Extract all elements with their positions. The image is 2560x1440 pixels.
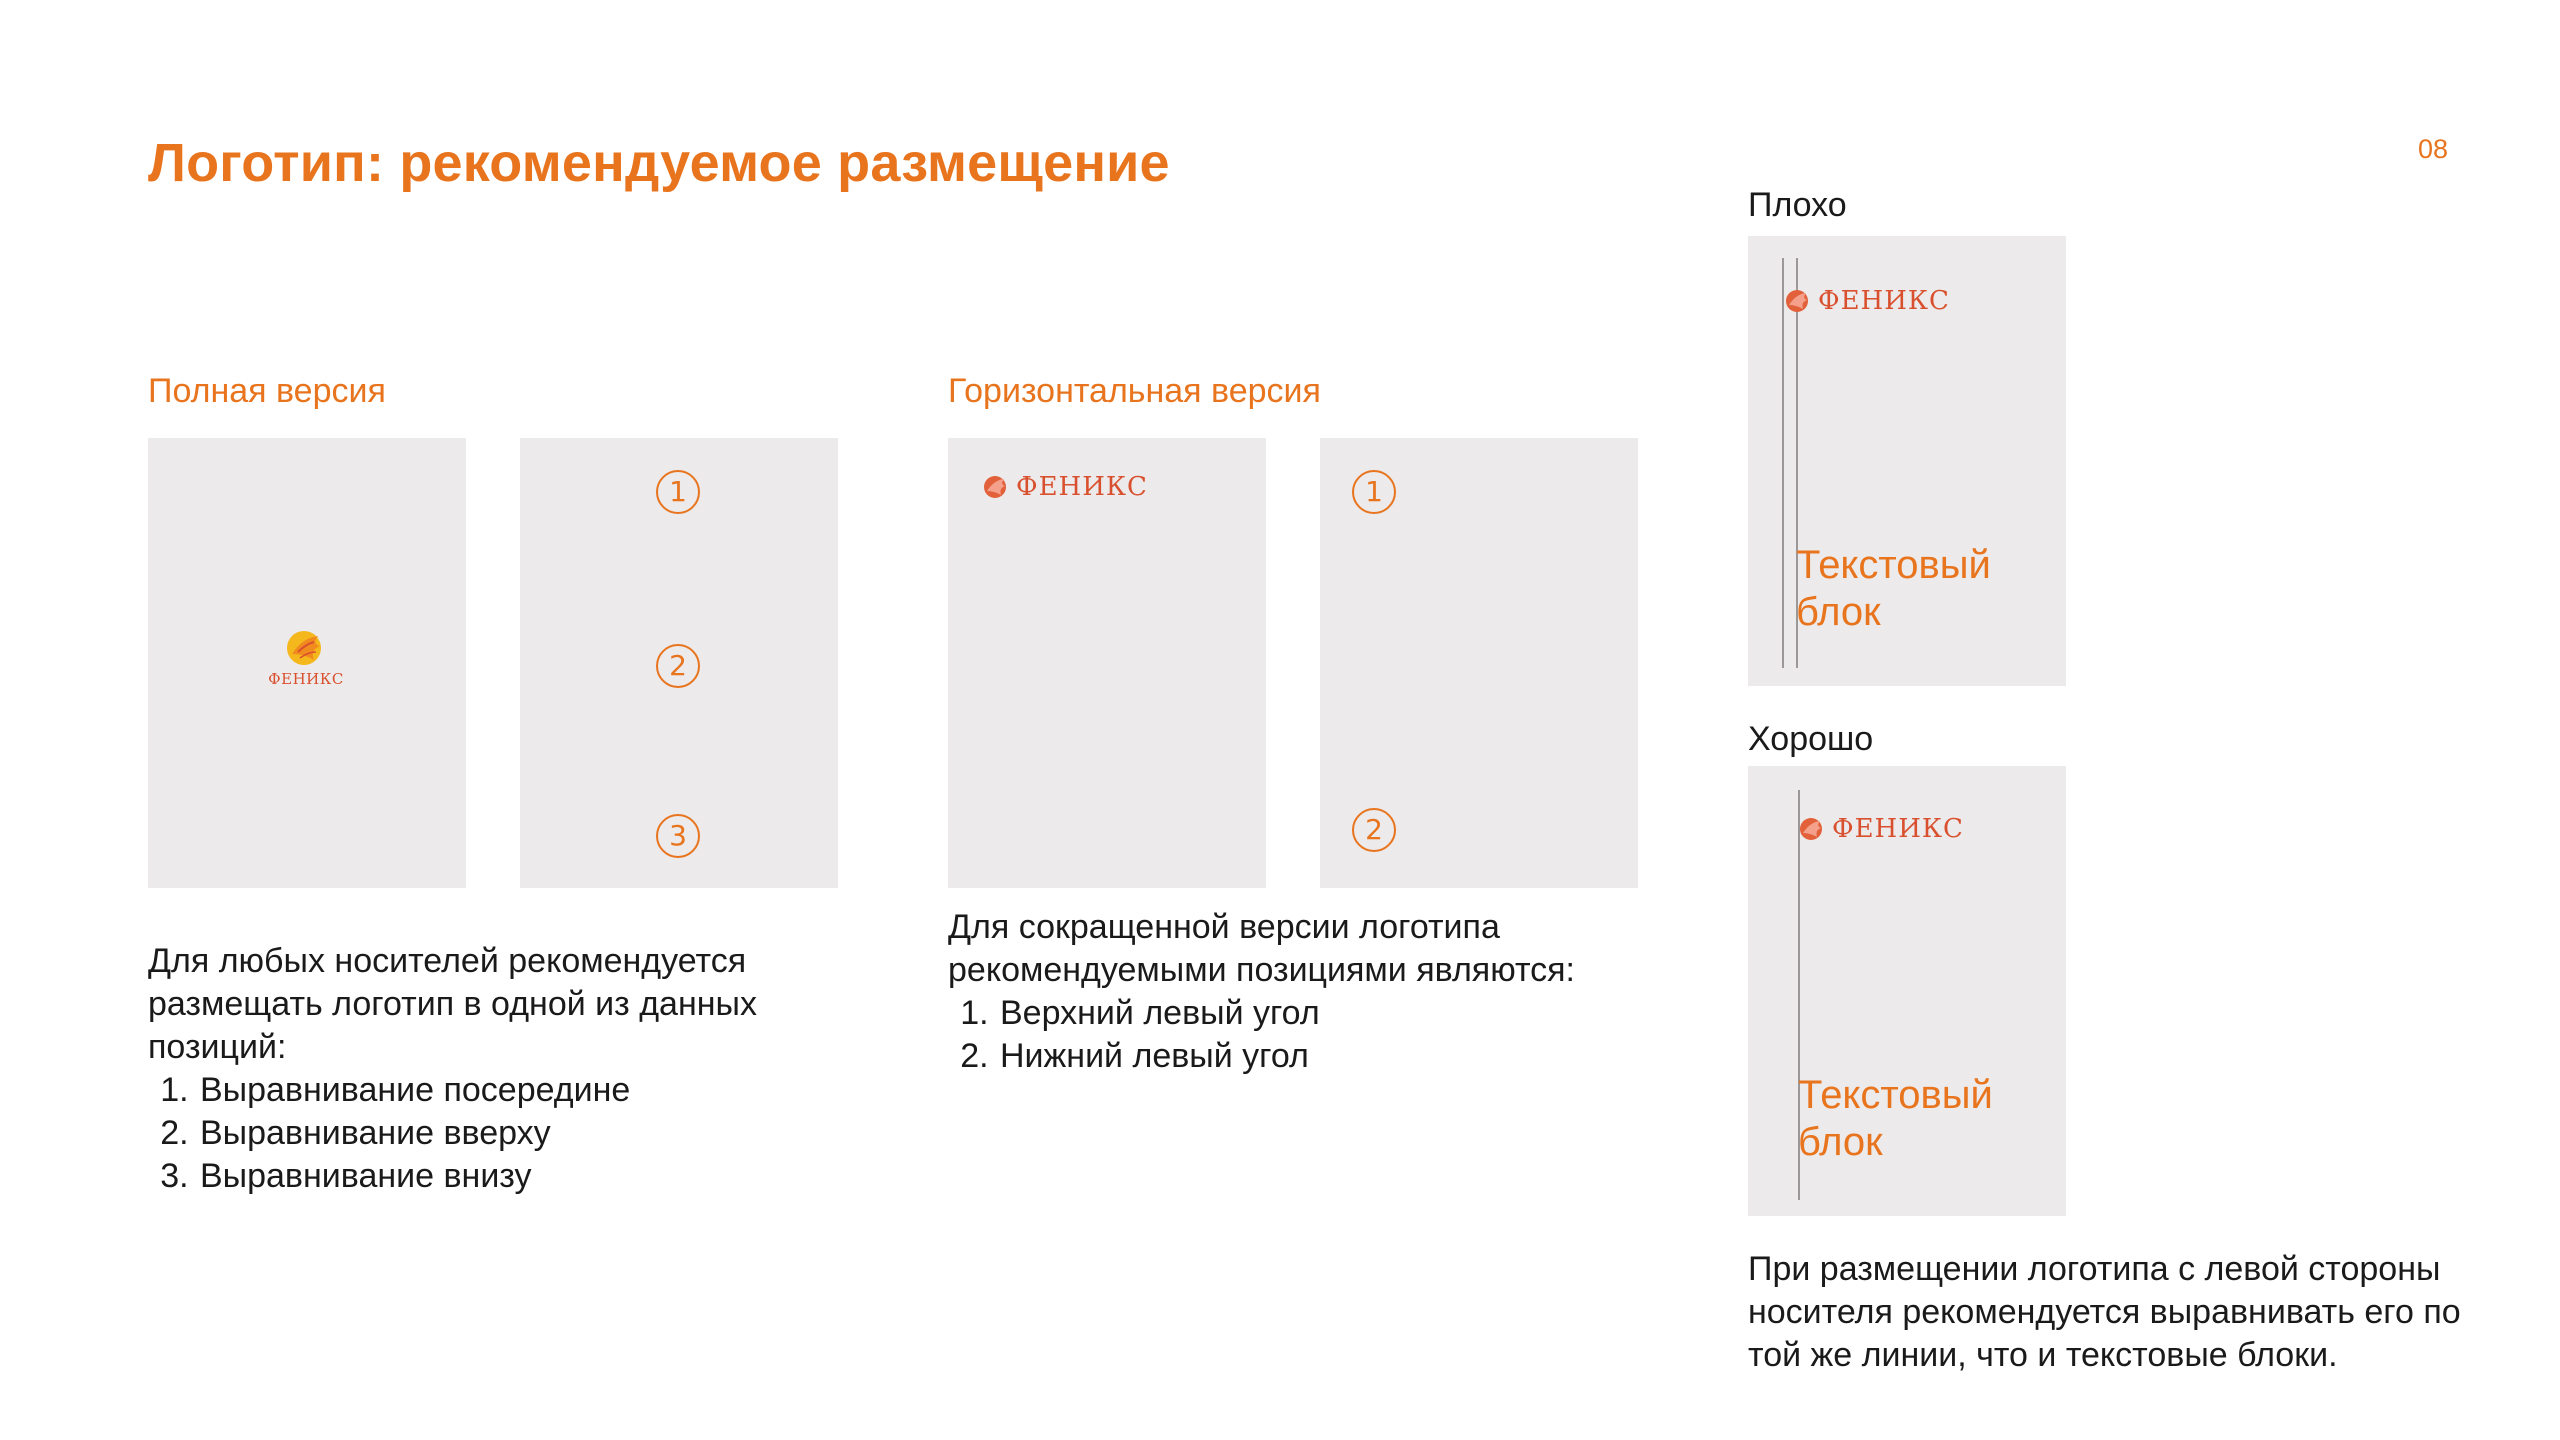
- good-example-label: Хорошо: [1748, 720, 1874, 758]
- full-version-label: Полная версия: [148, 372, 386, 410]
- good-example-logo: [1798, 814, 1964, 844]
- phoenix-logo-icon: [982, 474, 1008, 500]
- position-marker-2: 2: [1352, 808, 1396, 852]
- text-block-line: блок: [1796, 590, 1881, 634]
- good-example-text-block: [1798, 1072, 1993, 1166]
- full-logo: [268, 628, 344, 688]
- bad-example-label: Плохо: [1748, 186, 1847, 224]
- position-marker-1: 1: [1352, 470, 1396, 514]
- full-version-description: [148, 940, 868, 1198]
- horizontal-version-positions-panel: [1320, 438, 1638, 888]
- list-item: 2. Выравнивание вверху: [198, 1112, 868, 1155]
- full-version-center-panel: [148, 438, 466, 888]
- text-block-line: Текстовый: [1796, 543, 1991, 587]
- full-version-description-text: Для любых носителей рекомендуется размещать логотип в одной из данных позиций:: [148, 942, 757, 1066]
- list-item: 1. Верхний левый угол: [998, 992, 1668, 1035]
- good-example-panel: [1748, 766, 2066, 1216]
- full-logo-word: ФЕНИКС: [268, 670, 344, 688]
- guide-line: [1782, 258, 1784, 668]
- list-item: 2. Нижний левый угол: [998, 1035, 1668, 1078]
- phoenix-logo-icon: [1798, 816, 1824, 842]
- full-version-positions-panel: [520, 438, 838, 888]
- horizontal-logo-word: ФЕНИКС: [1016, 472, 1148, 502]
- position-marker-1: 1: [656, 470, 700, 514]
- phoenix-emblem-icon: [284, 628, 328, 668]
- position-marker-3: 3: [656, 814, 700, 858]
- position-marker-2: 2: [656, 644, 700, 688]
- comparison-description: При размещении логотипа с левой стороны носителя рекомендуется выравнивать его по той же линии, что и текстовые блоки.: [1748, 1250, 2461, 1374]
- horizontal-version-description: [948, 906, 1668, 1078]
- phoenix-logo-icon: [1784, 288, 1810, 314]
- bad-example-logo-word: ФЕНИКС: [1818, 286, 1950, 316]
- list-item: 3. Выравнивание внизу: [198, 1155, 868, 1198]
- bad-example-panel: [1748, 236, 2066, 686]
- horizontal-version-label: Горизонтальная версия: [948, 372, 1321, 410]
- list-item: 1. Выравнивание посередине: [198, 1069, 868, 1112]
- horizontal-logo: [982, 472, 1148, 502]
- good-example-logo-word: ФЕНИКС: [1832, 814, 1964, 844]
- page-number: 08: [2418, 134, 2449, 164]
- horizontal-version-description-text: Для сокращенной версии логотипа рекомендуемыми позициями являются:: [948, 908, 1575, 989]
- horizontal-version-list: [948, 992, 1668, 1078]
- bad-example-logo: [1784, 286, 1950, 316]
- bad-example-text-block: [1796, 542, 1991, 636]
- horizontal-version-example-panel: [948, 438, 1266, 888]
- text-block-line: Текстовый: [1798, 1073, 1993, 1117]
- text-block-line: блок: [1798, 1120, 1883, 1164]
- page-title: Логотип: рекомендуемое размещение: [148, 133, 1170, 193]
- full-version-list: [148, 1069, 868, 1198]
